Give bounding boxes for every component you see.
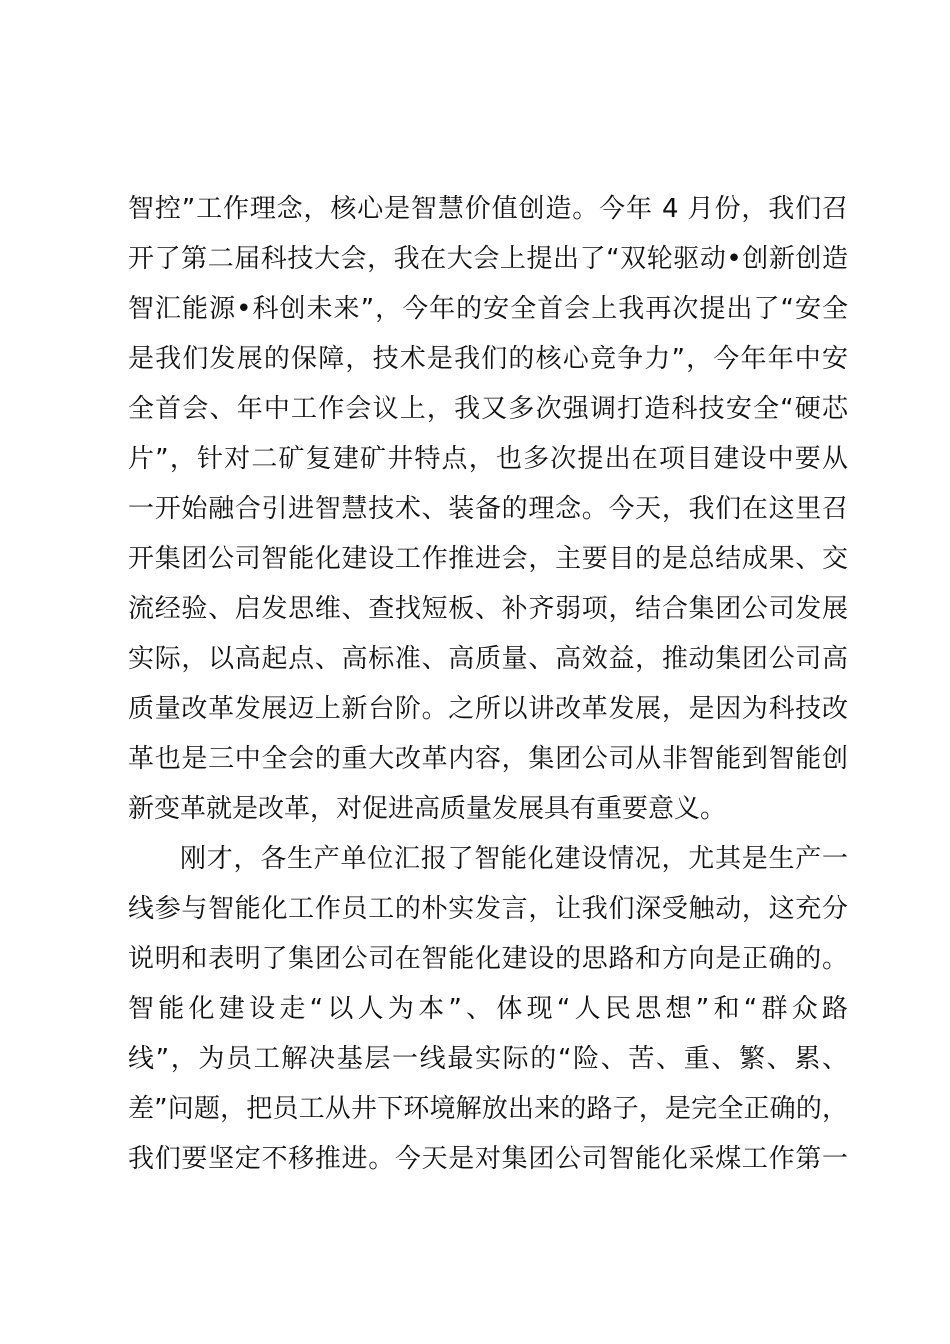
text-line: 智能化建设走“以人为本”、体现“人民思想”和“群众路 [128,994,848,1024]
text-line: 一开始融合引进智慧技术、装备的理念。今天，我们在这里召 [128,494,848,524]
text-line: 实际，以高起点、高标准、高质量、高效益，推动集团公司高 [128,644,848,674]
text-line: 差”问题，把员工从井下环境解放出来的路子，是完全正确的， [128,1094,848,1124]
text-line: 片”，针对二矿复建矿井特点，也多次提出在项目建设中要从 [128,444,848,474]
text-line: 开集团公司智能化建设工作推进会，主要目的是总结成果、交 [128,544,848,574]
text-line: 全首会、年中工作会议上，我又多次强调打造科技安全“硬芯 [128,394,848,424]
text-line: 开了第二届科技大会，我在大会上提出了“双轮驱动•创新创造 [128,244,848,274]
text-line: 新变革就是改革，对促进高质量发展具有重要意义。 [128,794,727,824]
text-line: 质量改革发展迈上新台阶。之所以讲改革发展，是因为科技改 [128,694,848,724]
text-line: 我们要坚定不移推进。今天是对集团公司智能化采煤工作第一 [128,1144,848,1174]
body-text [128,184,848,1184]
text-line: 是我们发展的保障，技术是我们的核心竞争力”，今年年中安 [128,344,848,374]
text-line: 智汇能源•科创未来”，今年的安全首会上我再次提出了“安全 [128,294,848,324]
text-line: 智控”工作理念，核心是智慧价值创造。今年 4 月份，我们召 [128,194,848,224]
text-line: 说明和表明了集团公司在智能化建设的思路和方向是正确的。 [128,944,848,974]
text-line: 流经验、启发思维、查找短板、补齐弱项，结合集团公司发展 [128,594,848,624]
text-line: 线参与智能化工作员工的朴实发言，让我们深受触动，这充分 [128,894,848,924]
text-line: 革也是三中全会的重大改革内容，集团公司从非智能到智能创 [128,744,848,774]
paragraph-start-line: 刚才，各生产单位汇报了智能化建设情况，尤其是生产一 [180,844,848,874]
text-line: 线”，为员工解决基层一线最实际的“险、苦、重、繁、累、 [128,1044,848,1074]
